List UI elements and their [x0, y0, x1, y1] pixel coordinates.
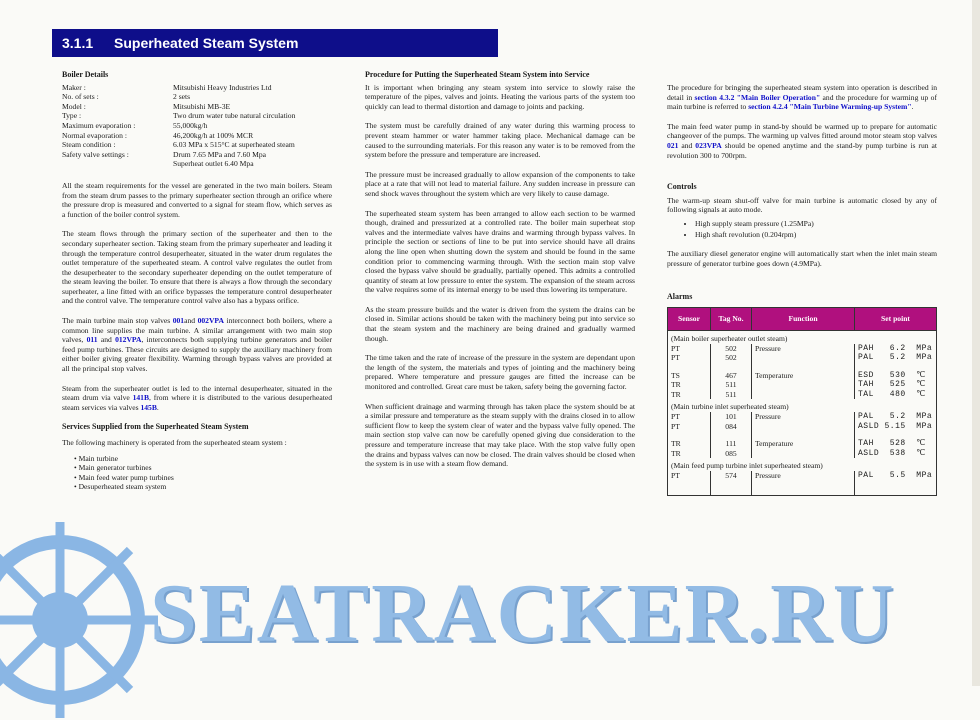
valve-ref[interactable]: 141B	[132, 393, 150, 403]
table-group-title: (Main turbine inlet superheated steam)	[668, 399, 937, 412]
table-cell: 502	[711, 344, 752, 354]
services-intro: The following machinery is operated from the superheated steam system :	[62, 438, 287, 447]
alarms-table	[667, 307, 937, 496]
table-cell	[752, 353, 855, 363]
table-row	[668, 353, 937, 363]
table-row	[668, 371, 937, 381]
paragraph: All the steam requirements for the vessel are generated in the two main boilers. Steam from the steam drum passes to the primary superheater section through an orifice where the pressure drop is measured and converted to a signal for steam flow, which serves as a function of the boiler control system.	[62, 180, 332, 219]
table-cell: 085	[711, 449, 752, 459]
table-row	[668, 390, 937, 400]
list-item: • Main turbine	[74, 454, 332, 464]
paragraph: The system must be carefully drained of any water during this warming process to prevent steam hammer or water hammer taking place. Mechanical damage can be caused to the surrounding materials. For this reason any water is to be removed from the system before the pressure and temperature are increased.	[365, 121, 635, 160]
table-cell: ASLD 5.15 MPa	[855, 422, 937, 432]
paragraph: It is important when bringing any steam system into service to slowly raise the temperature of the pipes, valves and joints. Heating the various parts of the system too quickly can lead to thermal distortion and damage to joints and packing.	[365, 82, 635, 111]
controls-heading: Controls	[667, 182, 697, 192]
table-cell	[752, 380, 855, 390]
section-link[interactable]: section 4.2.4 "Main Turbine Warming-up System"	[748, 102, 912, 112]
services-list	[62, 454, 332, 492]
table-cell: TAH 528 ℃	[855, 439, 937, 449]
table-cell: PAL 5.2 MPa	[855, 353, 937, 363]
table-cell: 111	[711, 439, 752, 449]
table-cell: TAH 525 ℃	[855, 380, 937, 390]
table-row	[668, 422, 937, 432]
column-3	[667, 83, 937, 496]
table-cell: Temperature	[752, 439, 855, 449]
list-item: • Main feed water pump turbines	[74, 473, 332, 483]
boiler-row: Maker : Mitsubishi Heavy Industries Ltd	[62, 82, 272, 92]
table-row	[668, 449, 937, 459]
section-title-bar	[52, 29, 498, 57]
table-cell: PT	[668, 412, 711, 422]
table-cell: 467	[711, 371, 752, 381]
table-cell: PT	[668, 344, 711, 354]
column-1	[62, 70, 332, 492]
column-header: Function	[752, 307, 855, 330]
paragraph: When sufficient drainage and warming through has taken place the system should be at a similar pressure and temperature as the steam supply with the drains closed in to allow sufficient flow to keep the system clear of water and the bypass valve fully opened. The main section stop valve can now be carefully opened giving due consideration to the pressure and temperature increase that may take place. With the stop valve fully open the drains and bypass valves can now be closed. The drain valves should be closed when the system is in use with a steam flow demand.	[365, 401, 635, 469]
table-cell: 511	[711, 390, 752, 400]
section-number: 3.1.1	[62, 35, 94, 51]
table-row	[668, 344, 937, 354]
paragraph: The main feed water pump in stand-by should be warmed up to prepare for automatic changeover of the pumps. The warming up valves fitted around motor steam stop valves 021 and 023VPA should be opened anytime and the stand-by pump turbine is run at revolution 300 to 700rpm.	[667, 121, 937, 160]
list-item: • Desuperheated steam system	[74, 482, 332, 492]
boiler-row: Maximum evaporation : 55,000kg/h	[62, 120, 208, 130]
paragraph: As the steam pressure builds and the water is driven from the system the drains can be closed in. Similar actions should be taken with the machinery being put into service so that the steam system and the machinery are being drained and gradually warmed though.	[365, 304, 635, 343]
table-cell: 502	[711, 353, 752, 363]
table-group-title: (Main boiler superheater outlet steam)	[668, 330, 937, 343]
valve-ref[interactable]: 012VPA	[115, 335, 142, 345]
boiler-details-heading: Boiler Details	[62, 70, 109, 79]
boiler-row: Type : Two drum water tube natural circulation	[62, 111, 296, 121]
boiler-row: Superheat outlet 6.40 Mpa	[173, 159, 254, 169]
table-spacer	[668, 363, 937, 371]
paragraph: Steam from the superheater outlet is led to the internal desuperheater, situated in the steam drum via valve 141B, from where it is distributed to the various desuperheated steam services via valves 145B.	[62, 383, 332, 412]
boiler-row: Model : Mitsubishi MB-3E	[62, 101, 231, 111]
valve-ref[interactable]: 001	[172, 316, 185, 326]
table-cell: Pressure	[752, 344, 855, 354]
list-item: • Main generator turbines	[74, 463, 332, 473]
alarms-body	[668, 330, 937, 495]
list-item: • High supply steam pressure (1.25MPa)	[695, 219, 937, 229]
table-cell: 101	[711, 412, 752, 422]
table-cell: PT	[668, 422, 711, 432]
list-item: • High shaft revolution (0.204rpm)	[695, 230, 937, 240]
boiler-row: Normal evaporation : 46,200kg/h at 100% MCR	[62, 130, 254, 140]
boiler-row: No. of sets : 2 sets	[62, 92, 191, 102]
table-cell: PT	[668, 471, 711, 481]
column-header: Set point	[855, 307, 937, 330]
table-cell: PAL 5.5 MPa	[855, 471, 937, 481]
table-spacer	[668, 431, 937, 439]
boiler-details-list	[62, 83, 332, 169]
boiler-row: Safety valve settings : Drum 7.65 MPa and 7.60 Mpa	[62, 149, 267, 159]
watermark: SEATRACKER.RU	[150, 567, 896, 660]
table-cell	[752, 422, 855, 432]
services-heading: Services Supplied from the Superheated Steam System	[62, 422, 249, 432]
table-cell	[752, 449, 855, 459]
section-link[interactable]: section 4.3.2 "Main Boiler Operation"	[694, 92, 821, 102]
column-header: Sensor	[668, 307, 711, 330]
paragraph: The pressure must be increased gradually to allow expansion of the components to take place at a rate that will not lead to material failure. Any sudden increase in pressure can send shock waves throughout the system which are very likely to cause damage.	[365, 169, 635, 198]
controls-paragraph: The warm-up steam shut-off valve for main turbine is automatic closed by any of following signals at auto mode.	[667, 195, 937, 215]
table-group-title: (Main feed pump turbine inlet superheated steam)	[668, 458, 937, 471]
ship-wheel-logo	[0, 520, 160, 720]
alarms-heading: Alarms	[667, 292, 693, 302]
table-header-row	[668, 307, 937, 330]
table-row	[668, 380, 937, 390]
paragraph: The time taken and the rate of increase of the pressure in the system are dependant upon the length of the system, the materials and types of jointing and the machinery being prepared. Where temperature and pressure gauges are fitted the increase can be monitored and controlled. Great care must be taken, safety being the governing factor.	[365, 353, 635, 392]
valve-ref[interactable]: 021	[667, 140, 679, 150]
table-spacer	[668, 481, 937, 496]
table-cell: Pressure	[752, 412, 855, 422]
table-cell: TAL 480 ℃	[855, 390, 937, 400]
table-row	[668, 471, 937, 481]
valve-ref[interactable]: 002VPA	[197, 316, 224, 326]
valve-ref[interactable]: 011	[86, 335, 98, 345]
table-cell: PAH 6.2 MPa	[855, 344, 937, 354]
valve-ref[interactable]: 023VPA	[695, 140, 722, 150]
table-cell: ESD 530 ℃	[855, 371, 937, 381]
paragraph: The superheated steam system has been arranged to allow each section to be warmed though, drained and pressurized at a controlled rate. The boiler main superheat stop valves and the intermediate valves have drains and warming through bypass valves. In principle the section or sections of line to be put into service should have all drains along the line open when shutting down the system and should be found in the same condition prior to commencing warming through. With the section main stop valve closed the bypass valve should be gradually, partially opened. This admits a controlled quantity of steam at low pressure to enter the system. The expansion of the steam across the valve requires some of its internal energy to be used thus lowering its temperature.	[365, 208, 635, 295]
paragraph: The steam flows through the primary section of the superheater and then to the secondary superheater section. Taking steam from the primary superheater and leading it through the temperature control desuperheater, situated in the water drum regulates the outlet temperature of the superheated steam. A control valve regulates the outlet from the desuperheater to the secondary superheater depending on the outlet temperature of the steam leaving the boiler. To ensure that there is always a flow through the secondary superheater, a line fitted with an orifice bypasses the temperature control desuperheater and the control valve. The temperature control valve also has a bypass orifice.	[62, 229, 332, 306]
table-cell: PT	[668, 353, 711, 363]
table-cell: Temperature	[752, 371, 855, 381]
table-cell	[752, 390, 855, 400]
table-cell: TR	[668, 449, 711, 459]
table-cell: Pressure	[752, 471, 855, 481]
procedure-heading: Procedure for Putting the Superheated Steam System into Service	[365, 70, 590, 79]
paragraph: The main turbine main stop valves 001and 002VPA interconnect both boilers, where a common line supplies the main turbine. A similar arrangement with two main stop valves, 011 and 012VPA, interconnects both supplying turbine generators and boiler feed pump turbines. These circuits are designed to supply the auxiliary machinery from either boiler giving greater flexibility. Warming through bypass valves are provided at all the principal stop valves.	[62, 316, 333, 374]
table-cell: 574	[711, 471, 752, 481]
paragraph: The procedure for bringing the superheated steam system into operation is described in detail in section 4.3.2 "Main Boiler Operation" and the procedure for warming up of main turbine is referred to section 4.2.4 "Main Turbine Warming-up System".	[667, 83, 937, 112]
boiler-row: Steam condition : 6.03 MPa x 515°C at superheated steam	[62, 140, 295, 150]
table-cell: TR	[668, 390, 711, 400]
column-header: Tag No.	[711, 307, 752, 330]
table-cell: TR	[668, 380, 711, 390]
page-edge	[972, 0, 980, 686]
table-cell: PAL 5.2 MPa	[855, 412, 937, 422]
section-title: Superheated Steam System	[114, 35, 299, 51]
table-cell: 511	[711, 380, 752, 390]
column-2	[365, 70, 635, 479]
table-cell: 084	[711, 422, 752, 432]
paragraph: The auxiliary diesel generator engine will automatically start when the inlet main steam pressure of generator turbine goes down (4.9MPa).	[667, 249, 937, 268]
table-cell: TR	[668, 439, 711, 449]
table-cell: TS	[668, 371, 711, 381]
table-cell: ASLD 538 ℃	[855, 449, 937, 459]
valve-ref[interactable]: 145B	[140, 402, 157, 412]
table-row	[668, 439, 937, 449]
table-row	[668, 412, 937, 422]
signals-list	[667, 219, 937, 239]
